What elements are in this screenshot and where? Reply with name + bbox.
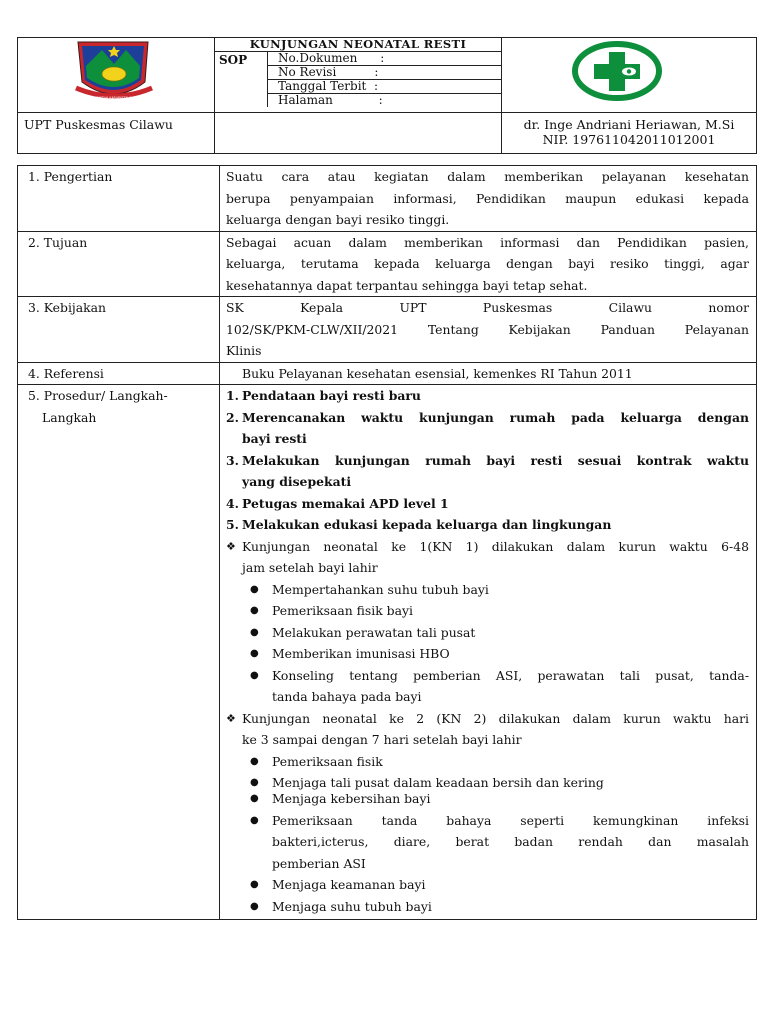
text-line: berupa penyampaian informasi, Pendidikan maupun edukasi kepada — [226, 190, 749, 206]
left-logo-caption: PEMERINTAH KABUPATEN GARUT — [87, 96, 141, 100]
list-item — [226, 600, 749, 622]
section-label-line: Langkah — [42, 409, 97, 425]
list-item — [226, 896, 749, 918]
section-body — [220, 297, 757, 363]
step-number: 3. — [226, 452, 239, 468]
step-number: 1. — [226, 388, 239, 403]
visit-text-cont: ke 3 sampai dengan 7 hari setelah bayi lahir — [242, 732, 522, 747]
list-item-text: Mempertahankan suhu tubuh bayi — [272, 581, 489, 597]
text-line: 102/SK/PKM-CLW/XII/2021 Tentang Kebijakan Panduan Pelayanan — [226, 321, 749, 337]
list-item-line: Konseling tentang pemberian ASI, perawatan tali pusat, tanda- — [272, 667, 749, 683]
list-item — [226, 665, 749, 708]
procedure-step — [226, 514, 749, 536]
bullet-icon: ● — [250, 792, 259, 804]
garut-regency-logo — [18, 38, 214, 108]
document-title: KUNJUNGAN NEONATAL RESTI — [215, 38, 501, 52]
bullet-icon: ● — [250, 626, 259, 638]
section-row — [18, 166, 757, 232]
list-item-text: Menjaga suhu tubuh bayi — [272, 898, 432, 914]
list-item — [226, 751, 749, 773]
text-line: Klinis — [226, 343, 262, 358]
list-item-line: tanda bahaya pada bayi — [272, 689, 422, 704]
procedure-step — [226, 450, 749, 472]
section-label: 3. Kebijakan — [18, 297, 220, 363]
list-item-text — [272, 665, 749, 708]
list-item-line: Pemeriksaan tanda bahaya seperti kemungkinan infeksi — [272, 812, 749, 828]
list-item — [226, 579, 749, 601]
list-item-text: Pemeriksaan fisik — [272, 753, 383, 769]
list-item-text: Pemeriksaan fisik bayi — [272, 603, 413, 618]
section-row — [18, 385, 757, 920]
procedure-step — [226, 385, 749, 407]
bullet-icon: ● — [250, 814, 259, 826]
text-line: keluarga dengan bayi resiko tinggi. — [226, 212, 450, 227]
bullet-icon: ● — [250, 777, 259, 788]
visit-item — [226, 708, 749, 730]
bullet-icon: ● — [250, 900, 259, 912]
step-text: Pendataan bayi resti baru — [242, 388, 421, 403]
puskesmas-logo — [502, 38, 756, 106]
list-item-text: Menjaga keamanan bayi — [272, 877, 426, 892]
step-number: 5. — [226, 517, 239, 532]
text-line: keluarga, terutama kepada keluarga dengan bayi resiko tinggi, agar — [226, 256, 749, 271]
document-info-cell — [215, 38, 502, 113]
section-label — [18, 385, 220, 920]
section-body — [220, 166, 757, 232]
visit-text: Kunjungan neonatal ke 2 (KN 2) dilakukan dalam kurun waktu hari — [242, 710, 749, 726]
bullet-icon: ● — [250, 755, 259, 767]
list-item-text: Menjaga kebersihan bayi — [272, 790, 431, 806]
procedure-step — [226, 407, 749, 429]
step-number: 4. — [226, 495, 239, 511]
text-line: Sebagai acuan dalam memberikan informasi dan Pendidikan pasien, — [226, 234, 749, 250]
list-item-line: bakteri,icterus, diare, berat badan rendah dan masalah — [272, 834, 749, 849]
reference-text: Buku Pelayanan kesehatan esensial, kemenkes RI Tahun 2011 — [220, 362, 757, 385]
section-label: 4. Referensi — [18, 362, 220, 385]
list-item-text: Menjaga tali pusat dalam keadaan bersih dan kering — [272, 775, 604, 790]
list-item-text: Melakukan perawatan tali pusat — [272, 624, 476, 640]
text-line: kesehatannya dapat terpantau sehingga bayi tetap sehat. — [226, 277, 588, 293]
list-item — [226, 792, 749, 806]
text-line: Suatu cara atau kegiatan dalam memberikan pelayanan kesehatan — [226, 169, 749, 184]
sop-label: SOP — [219, 53, 248, 67]
document-fields — [267, 52, 501, 107]
step-text-cont: bayi resti — [242, 431, 307, 446]
list-item — [226, 643, 749, 665]
left-logo-cell — [18, 38, 215, 113]
step-number: 2. — [226, 409, 239, 425]
bullet-icon: ● — [250, 648, 259, 659]
organization-name: UPT Puskesmas Cilawu — [18, 113, 215, 154]
field-no-dokumen: No.Dokumen : — [268, 52, 501, 66]
section-label-line: 5. Prosedur/ Langkah- — [28, 388, 168, 403]
bullet-icon: ● — [250, 605, 259, 616]
section-body — [220, 231, 757, 297]
step-text-cont: yang disepekati — [242, 474, 352, 489]
diamond-bullet-icon: ❖ — [226, 711, 236, 725]
list-item-text: Memberikan imunisasi HBO — [272, 646, 450, 661]
bullet-icon: ● — [250, 669, 259, 681]
step-text: Melakukan kunjungan rumah bayi resti sesuai kontrak waktu — [242, 452, 749, 468]
section-row — [18, 231, 757, 297]
visit-text: Kunjungan neonatal ke 1(KN 1) dilakukan dalam kurun waktu 6-48 — [242, 538, 749, 554]
procedure-body — [220, 385, 757, 920]
sop-content-table — [17, 165, 757, 920]
field-no-revisi: No Revisi : — [268, 66, 501, 80]
step-text: Merencanakan waktu kunjungan rumah pada keluarga dengan — [242, 409, 749, 425]
text-line: SK Kepala UPT Puskesmas Cilawu nomor — [226, 300, 749, 315]
field-halaman: Halaman : — [278, 93, 383, 107]
section-row — [18, 297, 757, 363]
procedure-step — [226, 493, 749, 515]
empty-cell — [215, 113, 502, 154]
sop-header — [17, 37, 757, 154]
step-text: Melakukan edukasi kepada keluarga dan lingkungan — [242, 517, 612, 532]
step-text: Petugas memakai APD level 1 — [242, 495, 449, 511]
section-row — [18, 362, 757, 385]
section-label: 2. Tujuan — [18, 231, 220, 297]
head-name: dr. Inge Andriani Heriawan, M.Si — [523, 117, 735, 132]
section-label: 1. Pengertian — [18, 166, 220, 232]
diamond-bullet-icon: ❖ — [226, 539, 236, 553]
visit-item — [226, 536, 749, 558]
head-signature-cell — [502, 113, 757, 154]
bullet-icon: ● — [250, 583, 259, 595]
visit-text-cont: jam setelah bayi lahir — [242, 560, 378, 575]
list-item — [226, 874, 749, 896]
list-item-text — [272, 810, 749, 875]
bullet-icon: ● — [250, 879, 259, 890]
right-logo-cell — [502, 38, 757, 113]
list-item — [226, 622, 749, 644]
field-tanggal-terbit: Tanggal Terbit : — [268, 80, 501, 94]
head-nip: NIP. 197611042011012001 — [542, 132, 716, 147]
list-item-line: pemberian ASI — [272, 855, 366, 871]
list-item — [226, 810, 749, 875]
